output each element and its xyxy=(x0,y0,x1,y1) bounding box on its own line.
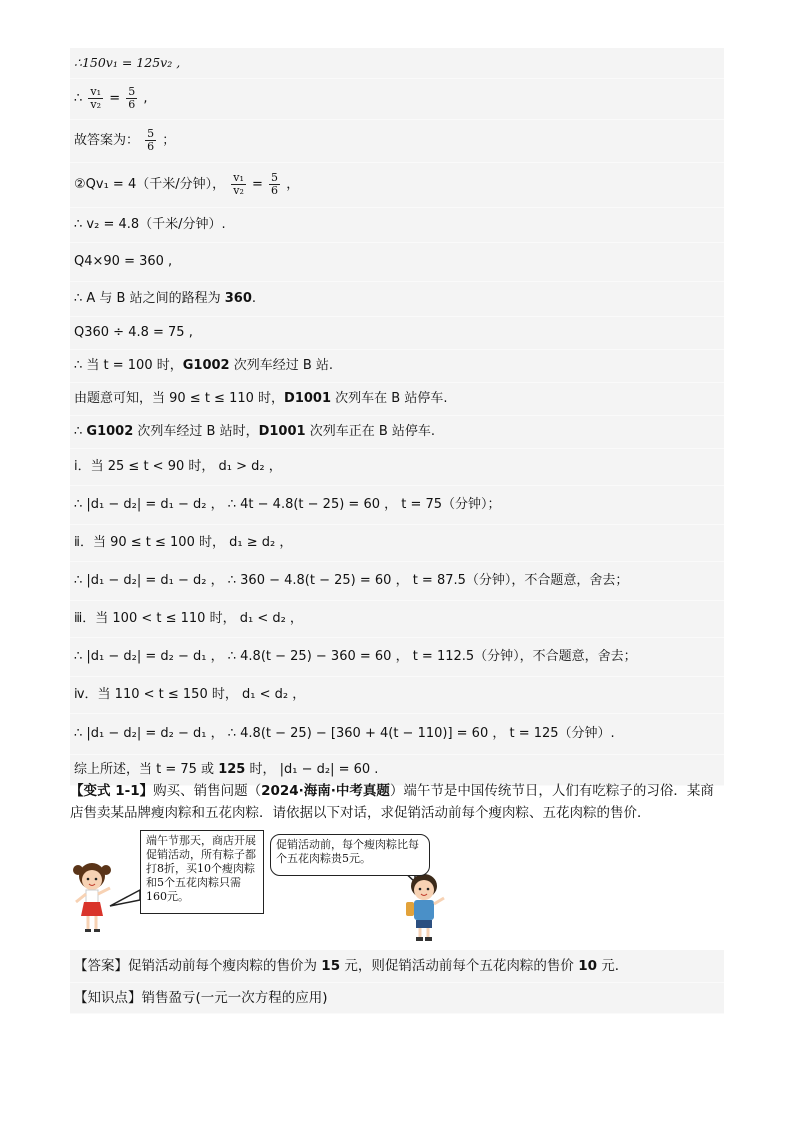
solution-line-5 xyxy=(70,208,724,243)
variant-line-1 xyxy=(70,780,730,802)
solution-line-11 xyxy=(70,416,724,449)
bold-value: 360 xyxy=(224,291,252,306)
solution-line-13 xyxy=(70,486,724,525)
girl-figure xyxy=(73,863,111,932)
numerator: 5 xyxy=(147,127,155,140)
equation-text: ∴150v₁ = 125v₂ , xyxy=(74,55,181,70)
train-number: D1001 xyxy=(284,391,332,406)
variant-line-2 xyxy=(70,802,730,824)
solution-line-12 xyxy=(70,449,724,486)
answer-value: 10 xyxy=(578,958,597,974)
solution-line-10 xyxy=(70,383,724,416)
step-text: ∴ 当 t = 100 时， xyxy=(74,358,183,373)
variant-text: 店售卖某品牌瘦肉粽和五花肉粽．请依据以下对话，求促销活动前每个瘦肉粽、五花肉粽的售价． xyxy=(70,805,651,821)
solution-line-18 xyxy=(70,677,724,714)
fraction xyxy=(88,86,103,111)
step-text: ∴ A 与 B 站之间的路程为 xyxy=(74,291,225,306)
step-text: 次列车经过 B 站. xyxy=(229,358,334,373)
variant-tag: 【变式 1-1】 xyxy=(70,783,154,799)
therefore-text: ∴ xyxy=(74,91,83,106)
answer-tag: 【答案】 xyxy=(74,958,128,974)
answer-text: 促销活动前每个瘦肉粽的售价为 xyxy=(128,958,322,974)
solution-line-2 xyxy=(70,79,724,120)
case-text: ∴ |d₁ − d₂| = d₂ − d₁ ， ∴ 4.8(t − 25) − 360 = 60 ， t = 112.5（分钟），不合题意，舍去； xyxy=(74,649,637,664)
solution-line-3 xyxy=(70,120,724,163)
solution-line-4 xyxy=(70,163,724,208)
case-text: ⅳ．当 110 < t ≤ 150 时， d₁ < d₂ ， xyxy=(74,687,306,702)
answer-value: 15 xyxy=(321,958,341,974)
punct-text: ； xyxy=(162,133,176,148)
conclusion-text: 时， |d₁ − d₂| = 60 . xyxy=(245,762,379,777)
step-text: ∴ v₂ = 4.8（千米/分钟）. xyxy=(74,217,226,232)
step-text: Q360 ÷ 4.8 = 75 , xyxy=(74,325,193,340)
solution-line-6 xyxy=(70,243,724,282)
step-text: ∴ xyxy=(74,424,87,439)
fraction xyxy=(126,86,137,111)
equals-text: = xyxy=(109,91,125,106)
case-text: ⅲ．当 100 < t ≤ 110 时， d₁ < d₂ ， xyxy=(74,611,303,626)
case-text: ∴ |d₁ − d₂| = d₁ − d₂ ， ∴ 360 − 4.8(t − 25) = 60 ， t = 87.5（分钟），不合题意，舍去； xyxy=(74,573,629,588)
bold-value: 125 xyxy=(218,762,246,777)
dialogue-illustration xyxy=(70,828,470,946)
bubble-right: 促销活动前，每个瘦肉粽比每个五花肉粽贵5元。 xyxy=(270,834,430,876)
conclusion-text: 综上所述，当 t = 75 或 xyxy=(74,762,219,777)
denominator: 6 xyxy=(128,98,136,111)
step-text: 次列车在 B 站停车. xyxy=(331,391,448,406)
solution-line-14 xyxy=(70,525,724,562)
solution-line-8 xyxy=(70,317,724,350)
numerator: 5 xyxy=(271,171,279,184)
bubble-tail-left xyxy=(110,890,140,906)
solution-line-7 xyxy=(70,282,724,317)
fraction xyxy=(231,172,246,197)
solution-line-19 xyxy=(70,714,724,755)
train-number: D1001 xyxy=(258,424,306,439)
train-number: G1002 xyxy=(182,358,230,373)
answer-panel xyxy=(70,950,724,1014)
case-text: ⅱ．当 90 ≤ t ≤ 100 时， d₁ ≥ d₂ ， xyxy=(74,535,293,550)
solution-line-9 xyxy=(70,350,724,383)
answer-label: 故答案为： xyxy=(74,133,140,148)
variant-source: 2024·海南·中考真题 xyxy=(261,783,390,799)
variant-text: 购买、销售问题（ xyxy=(153,783,262,799)
variant-question xyxy=(70,780,730,824)
answer-text: 元，则促销活动前每个五花肉粽的售价 xyxy=(340,958,579,974)
case-text: ∴ |d₁ − d₂| = d₁ − d₂ ， ∴ 4t − 4.8(t − 25) = 60 ， t = 75（分钟）； xyxy=(74,497,501,512)
answer-line xyxy=(70,950,724,983)
knowledge-point-text: 销售盈亏(一元一次方程的应用) xyxy=(141,990,328,1006)
given-text: ②Qv₁ = 4（千米/分钟）， xyxy=(74,177,226,192)
punct-text: ， xyxy=(286,177,300,192)
solution-panel xyxy=(70,48,724,786)
solution-line-15 xyxy=(70,562,724,601)
numerator: 5 xyxy=(128,85,136,98)
fraction xyxy=(145,128,156,153)
punct-text: . xyxy=(251,291,257,306)
variant-text: ）端午节是中国传统节日，人们有吃粽子的习俗．某商 xyxy=(389,783,714,799)
equals-text: = xyxy=(252,177,268,192)
denominator: 6 xyxy=(147,140,155,153)
bubble-left: 端午节那天，商店开展促销活动，所有粽子都打8折，买10个瘦肉粽和5个五花肉粽只需160元。 xyxy=(140,830,264,914)
knowledge-point-line xyxy=(70,983,724,1014)
boy-figure xyxy=(406,874,444,941)
case-text: ⅰ．当 25 ≤ t < 90 时， d₁ > d₂ ， xyxy=(74,459,282,474)
train-number: G1002 xyxy=(86,424,134,439)
numerator: v₁ xyxy=(233,171,244,184)
denominator: v₂ xyxy=(90,98,102,111)
solution-line-1 xyxy=(70,48,724,79)
punct-text: , xyxy=(143,91,148,106)
step-text: Q4×90 = 360 , xyxy=(74,254,173,269)
case-text: ∴ |d₁ − d₂| = d₂ − d₁ ， ∴ 4.8(t − 25) − [360 + 4(t − 110)] = 60 ， t = 125（分钟）. xyxy=(74,726,615,741)
knowledge-point-tag: 【知识点】 xyxy=(74,990,142,1006)
denominator: 6 xyxy=(271,184,279,197)
step-text: 次列车经过 B 站时， xyxy=(133,424,259,439)
fraction xyxy=(269,172,280,197)
answer-text: 元． xyxy=(596,958,629,974)
denominator: v₂ xyxy=(233,184,244,197)
solution-line-16 xyxy=(70,601,724,638)
solution-line-17 xyxy=(70,638,724,677)
step-text: 次列车正在 B 站停车. xyxy=(305,424,436,439)
step-text: 由题意可知，当 90 ≤ t ≤ 110 时， xyxy=(74,391,285,406)
numerator: v₁ xyxy=(90,85,102,98)
